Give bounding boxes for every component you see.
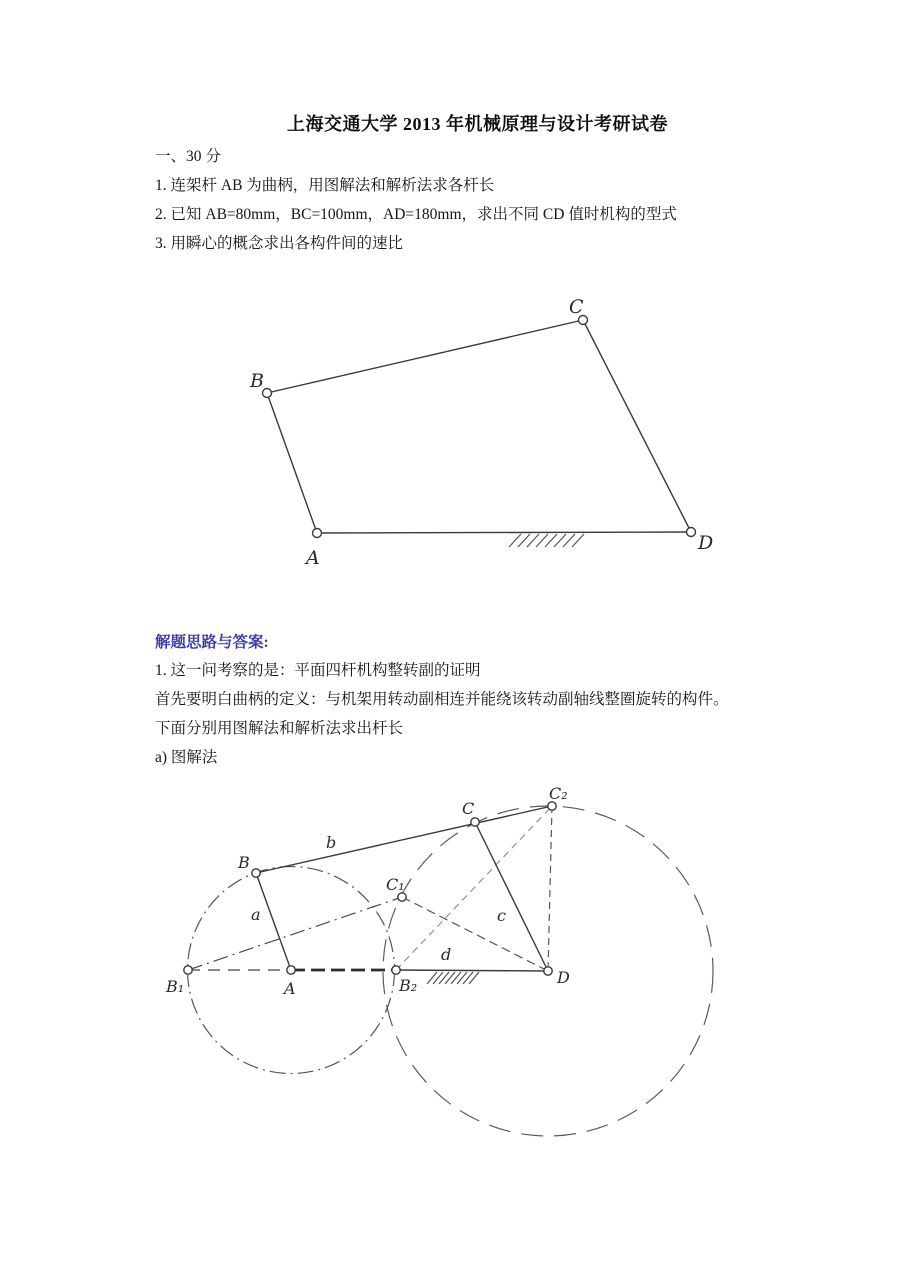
ground-link-ad — [317, 532, 691, 533]
figure-four-bar-linkage — [230, 285, 730, 575]
label-link-c: c — [497, 906, 506, 925]
label-c1: C₁ — [386, 875, 405, 894]
line-b2-c2 — [396, 806, 552, 970]
label-d-joint: D — [557, 968, 570, 987]
label-d: D — [698, 532, 714, 554]
line-b1-c1 — [188, 897, 402, 970]
question-item-2: 2. 已知 AB=80mm，BC=100mm，AD=180mm，求出不同 CD 值时机构的型式 — [155, 206, 677, 223]
label-b1: B₁ — [166, 977, 185, 996]
joint-d — [544, 967, 552, 975]
joint-a — [287, 966, 295, 974]
label-c2: C₂ — [549, 784, 568, 803]
joint-b1 — [184, 966, 192, 974]
line-c2-d — [548, 806, 552, 971]
link-cd — [583, 320, 691, 532]
link-a-b — [256, 873, 291, 970]
link-c-d — [475, 822, 548, 971]
ground-hatching — [427, 972, 479, 984]
joint-b2 — [392, 966, 400, 974]
joint-c2 — [548, 802, 556, 810]
ground-b2-d — [396, 970, 548, 971]
label-b2: B₂ — [399, 976, 418, 995]
label-c: C — [462, 799, 475, 818]
label-a-joint: A — [284, 979, 296, 998]
answer-line-3: 下面分别用图解法和解析法求出杆长 — [155, 720, 404, 737]
label-b: B — [238, 853, 250, 872]
figure-graphical-construction — [140, 775, 765, 1155]
question-item-3: 3. 用瞬心的概念求出各构件间的速比 — [155, 235, 404, 252]
joint-a — [313, 529, 322, 538]
label-c: C — [569, 296, 584, 318]
link-ab — [267, 393, 317, 533]
label-link-a: a — [251, 905, 261, 924]
answer-line-1: 1. 这一问考察的是：平面四杆机构整转副的证明 — [155, 662, 481, 679]
exam-title: 上海交通大学 2013 年机械原理与设计考研试卷 — [287, 114, 668, 134]
section-heading: 一、30 分 — [155, 148, 221, 165]
joint-c — [471, 818, 479, 826]
answer-line-4: a) 图解法 — [155, 749, 218, 766]
line-c1-d — [402, 897, 548, 971]
label-link-d: d — [441, 945, 452, 964]
question-item-1: 1. 连架杆 AB 为曲柄，用图解法和解析法求各杆长 — [155, 177, 495, 194]
label-b: B — [250, 370, 264, 392]
label-a: A — [306, 547, 320, 569]
label-link-b: b — [326, 833, 337, 852]
joint-d — [687, 528, 696, 537]
ground-hatching — [509, 534, 584, 547]
answer-heading: 解题思路与答案: — [155, 634, 269, 651]
answer-line-2: 首先要明白曲柄的定义：与机架用转动副相连并能绕该转动副轴线整圈旋转的构件。 — [155, 691, 729, 708]
link-bc — [267, 320, 583, 393]
joint-c1 — [398, 893, 406, 901]
joint-b — [252, 869, 260, 877]
link-b-c-extended-to-c2 — [256, 806, 552, 873]
